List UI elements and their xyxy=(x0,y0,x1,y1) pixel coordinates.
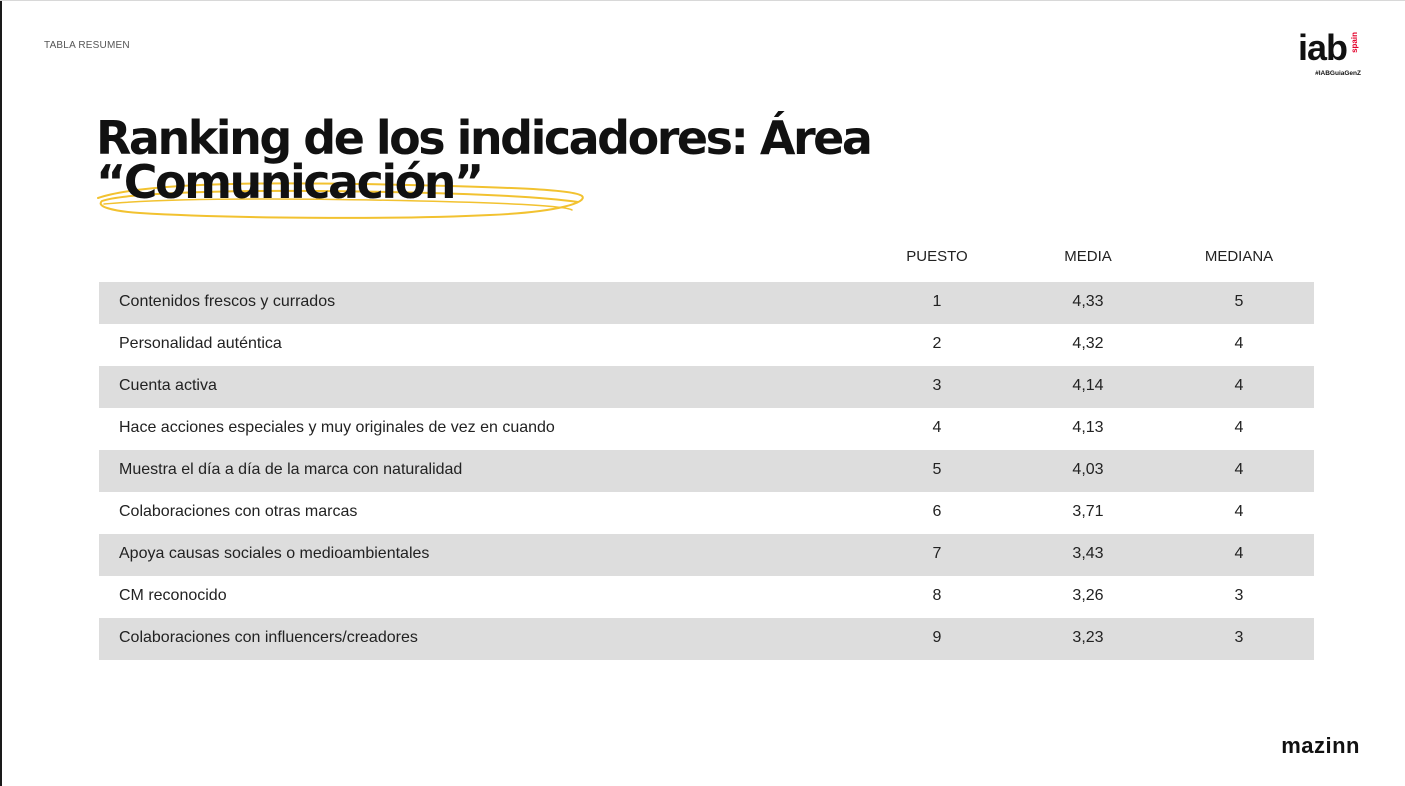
row-media: 3,71 xyxy=(1072,503,1104,520)
row-puesto: 2 xyxy=(932,335,942,352)
row-mediana: 4 xyxy=(1234,461,1244,478)
row-media: 3,23 xyxy=(1072,629,1104,646)
table-row xyxy=(99,450,1314,492)
table-row xyxy=(99,618,1314,660)
top-border xyxy=(0,0,1405,1)
table-row xyxy=(99,324,1314,366)
row-label: Contenidos frescos y currados xyxy=(119,293,336,310)
title-line-1: Ranking de los indicadores: Área xyxy=(96,111,871,165)
row-puesto: 3 xyxy=(932,377,942,394)
row-mediana: 5 xyxy=(1234,293,1244,310)
row-media: 4,14 xyxy=(1072,377,1104,394)
row-label: Personalidad auténtica xyxy=(119,335,282,352)
row-mediana: 3 xyxy=(1234,587,1244,604)
row-puesto: 6 xyxy=(932,503,942,520)
row-mediana: 4 xyxy=(1234,335,1244,352)
row-mediana: 3 xyxy=(1234,629,1244,646)
row-puesto: 8 xyxy=(932,587,942,604)
row-media: 3,26 xyxy=(1072,587,1104,604)
row-media: 4,32 xyxy=(1072,335,1104,352)
iab-spain-logo xyxy=(1281,27,1361,82)
table-row xyxy=(99,366,1314,408)
logo-main-text: iab xyxy=(1297,27,1347,68)
row-media: 4,33 xyxy=(1072,293,1104,310)
table-row xyxy=(99,282,1314,324)
row-puesto: 4 xyxy=(932,419,942,436)
page-title xyxy=(96,111,1096,209)
column-header-mediana: MEDIANA xyxy=(1204,248,1274,265)
row-puesto: 5 xyxy=(932,461,942,478)
row-puesto: 1 xyxy=(932,293,942,310)
row-label: Muestra el día a día de la marca con naturalidad xyxy=(119,461,463,478)
section-label: TABLA RESUMEN xyxy=(44,40,130,51)
table-row xyxy=(99,408,1314,450)
column-header-puesto: PUESTO xyxy=(906,248,968,265)
title-line-2: “Comunicación” xyxy=(96,155,482,209)
row-mediana: 4 xyxy=(1234,545,1244,562)
mazinn-logo: mazinn xyxy=(1281,733,1360,758)
row-mediana: 4 xyxy=(1234,377,1244,394)
row-puesto: 9 xyxy=(932,629,942,646)
logo-sub-text: spain xyxy=(1350,32,1359,53)
table-row xyxy=(99,492,1314,534)
ranking-table xyxy=(99,234,1314,660)
row-media: 4,03 xyxy=(1072,461,1104,478)
column-header-media: MEDIA xyxy=(1064,248,1112,265)
row-media: 3,43 xyxy=(1072,545,1104,562)
row-label: Hace acciones especiales y muy originales de vez en cuando xyxy=(119,419,555,436)
row-label: Cuenta activa xyxy=(119,377,217,394)
row-mediana: 4 xyxy=(1234,419,1244,436)
row-media: 4,13 xyxy=(1072,419,1104,436)
row-puesto: 7 xyxy=(932,545,942,562)
table-row xyxy=(99,576,1314,618)
row-label: Colaboraciones con otras marcas xyxy=(119,503,358,520)
logo-hashtag: #IABGuiaGenZ xyxy=(1315,70,1361,77)
left-border xyxy=(0,0,2,786)
table-header xyxy=(99,234,1314,282)
row-label: CM reconocido xyxy=(119,587,227,604)
table-row xyxy=(99,534,1314,576)
row-mediana: 4 xyxy=(1234,503,1244,520)
row-label: Apoya causas sociales o medioambientales xyxy=(119,545,430,562)
row-label: Colaboraciones con influencers/creadores xyxy=(119,629,418,646)
